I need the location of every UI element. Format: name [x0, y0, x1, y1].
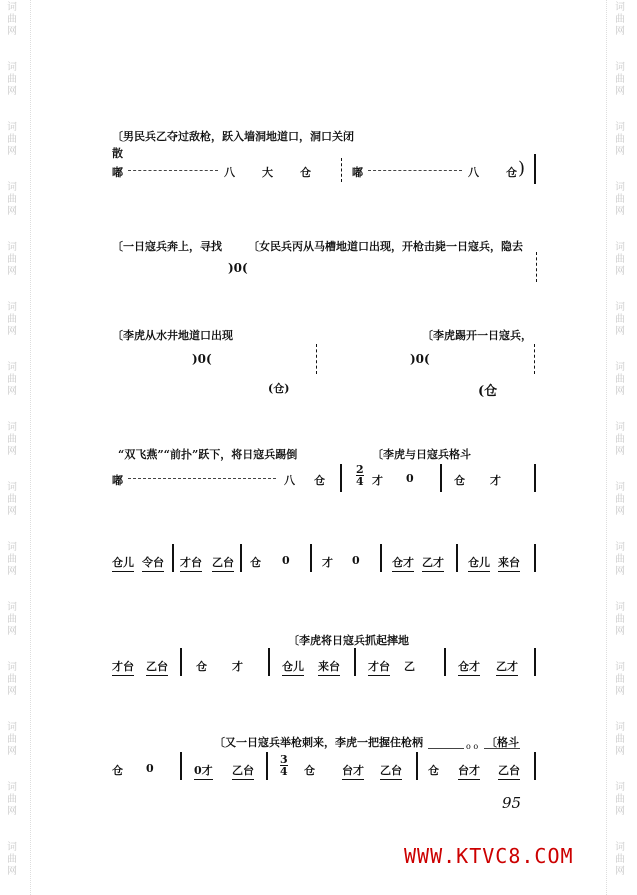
note: 仓 — [112, 764, 123, 777]
rest-group: )0( — [192, 352, 212, 366]
note: 0 — [282, 554, 290, 567]
note: 才台 — [368, 658, 390, 676]
stage-direction: 〔一日寇兵奔上，寻找 — [112, 240, 222, 253]
note: 0 — [406, 472, 414, 485]
note: 0才 — [194, 762, 213, 780]
note: 乙才 — [496, 658, 518, 676]
barline — [180, 752, 182, 780]
time-signature — [280, 754, 288, 777]
note: 仓儿 — [468, 554, 490, 572]
page-number: 95 — [502, 794, 522, 812]
stage-direction: 〔李虎将日寇兵抓起摔地 — [288, 634, 409, 647]
watermark-text: 词 曲 网 — [615, 362, 625, 397]
stage-direction: “双飞燕”“前扑”跃下，将日寇兵踢倒 — [118, 448, 298, 461]
watermark-text: 词 曲 网 — [7, 662, 17, 697]
note: 仓才 — [392, 554, 414, 572]
note: 才 — [372, 474, 383, 487]
note: 八 — [284, 474, 295, 487]
barline — [416, 752, 418, 780]
time-signature-numerator: 3 — [280, 753, 288, 766]
dashed-barline — [536, 252, 538, 282]
barline — [534, 544, 536, 572]
time-signature-denominator: 4 — [356, 475, 364, 488]
time-signature-denominator: 4 — [280, 765, 288, 778]
note: 乙才 — [422, 554, 444, 572]
note: 仓 — [506, 166, 517, 179]
watermark-text: 词 曲 网 — [615, 782, 625, 817]
note: 嘟 — [112, 474, 123, 487]
barline — [534, 648, 536, 676]
note: 来台 — [318, 658, 340, 676]
watermark-text: 词 曲 网 — [615, 542, 625, 577]
repeat-dots-icon: o o — [466, 742, 479, 751]
note: 嘟 — [352, 166, 363, 179]
note: 大 — [262, 166, 273, 179]
barline — [240, 544, 242, 572]
note: 来台 — [498, 554, 520, 572]
barline — [354, 648, 356, 676]
barline — [440, 464, 442, 492]
note: 乙 — [404, 660, 415, 673]
watermark-text: 词 曲 网 — [7, 62, 17, 97]
hold-line — [368, 170, 462, 171]
watermark-text: 词 曲 网 — [7, 602, 17, 637]
hold-line — [128, 170, 218, 171]
watermark-text: 词 曲 网 — [615, 242, 625, 277]
watermark-text: 词 曲 网 — [615, 602, 625, 637]
stage-direction: 〔女民兵丙从马槽地道口出现，开枪击毙一日寇兵，隐去 — [248, 240, 523, 253]
parenthesized-note: (仓 — [478, 384, 498, 399]
note: 令台 — [142, 554, 164, 572]
note: 仓 — [300, 166, 311, 179]
watermark-divider-left — [30, 0, 31, 895]
note: 才 — [322, 556, 333, 569]
note: 仓儿 — [282, 658, 304, 676]
stage-direction: 〔又一日寇兵举枪刺来，李虎一把握住枪柄 — [214, 736, 423, 749]
note: 乙台 — [146, 658, 168, 676]
barline — [534, 154, 536, 184]
note: 台才 — [342, 762, 364, 780]
watermark-text: 词 曲 网 — [7, 722, 17, 757]
note: 台才 — [458, 762, 480, 780]
stage-direction: 〔李虎与日寇兵格斗 — [372, 448, 471, 461]
closing-paren: ) — [518, 158, 526, 179]
barline — [444, 648, 446, 676]
watermark-text: 词 曲 网 — [7, 782, 17, 817]
note: 仓 — [250, 556, 261, 569]
barline — [456, 544, 458, 572]
note: 才台 — [180, 554, 202, 572]
barline — [380, 544, 382, 572]
watermark-text: 词 曲 网 — [7, 2, 17, 37]
time-signature-numerator: 2 — [356, 463, 364, 476]
note: 才 — [232, 660, 243, 673]
note: 仓 — [428, 764, 439, 777]
watermark-text: 词 曲 网 — [7, 842, 17, 877]
stage-direction: 〔李虎从水井地道口出现 — [112, 329, 233, 342]
note: 八 — [468, 166, 479, 179]
barline — [310, 544, 312, 572]
note: 仓 — [304, 764, 315, 777]
note: 才 — [490, 474, 501, 487]
watermark-text: 词 曲 网 — [7, 122, 17, 157]
note: 仓才 — [458, 658, 480, 676]
barline — [268, 648, 270, 676]
watermark-text: 词 曲 网 — [615, 2, 625, 37]
note: 仓 — [196, 660, 207, 673]
note: 0 — [146, 762, 154, 775]
watermark-text: 词 曲 网 — [7, 302, 17, 337]
barline — [534, 752, 536, 780]
watermark-text: 词 曲 网 — [7, 362, 17, 397]
time-signature — [356, 464, 364, 487]
barline — [172, 544, 174, 572]
watermark-text: 词 曲 网 — [7, 182, 17, 217]
site-url: WWW.KTVC8.COM — [404, 844, 574, 868]
parenthesized-note: (仓) — [268, 382, 290, 395]
dashed-barline — [316, 344, 318, 374]
note: 0 — [352, 554, 360, 567]
note: 乙台 — [212, 554, 234, 572]
rest-group: )0( — [410, 352, 430, 366]
note: 乙台 — [380, 762, 402, 780]
barline — [266, 752, 268, 780]
watermark-text: 词 曲 网 — [7, 242, 17, 277]
watermark-text: 词 曲 网 — [615, 482, 625, 517]
note: 乙台 — [232, 762, 254, 780]
watermark-text: 词 曲 网 — [615, 62, 625, 97]
stage-direction: 〔格斗 — [486, 736, 519, 749]
barline — [534, 464, 536, 492]
dashed-barline — [534, 344, 536, 374]
watermark-divider-right — [606, 0, 607, 895]
stage-direction: 〔李虎踢开一日寇兵， — [422, 329, 532, 342]
rest-group: )0( — [228, 261, 248, 275]
note: 嘟 — [112, 166, 123, 179]
tempo-mark: 散 — [112, 147, 123, 160]
note: 仓 — [314, 474, 325, 487]
watermark-text: 词 曲 网 — [615, 302, 625, 337]
watermark-text: 词 曲 网 — [7, 542, 17, 577]
repeat-bracket — [484, 748, 520, 749]
note: 仓 — [454, 474, 465, 487]
watermark-text: 词 曲 网 — [7, 422, 17, 457]
watermark-text: 词 曲 网 — [615, 182, 625, 217]
dashed-barline — [341, 158, 343, 182]
watermark-text: 词 曲 网 — [615, 122, 625, 157]
note: 才台 — [112, 658, 134, 676]
note: 八 — [224, 166, 235, 179]
barline — [340, 464, 342, 492]
note: 乙台 — [498, 762, 520, 780]
watermark-text: 词 曲 网 — [615, 842, 625, 877]
watermark-text: 词 曲 网 — [7, 482, 17, 517]
note: 仓儿 — [112, 554, 134, 572]
hold-line — [128, 478, 276, 479]
watermark-text: 词 曲 网 — [615, 662, 625, 697]
watermark-text: 词 曲 网 — [615, 722, 625, 757]
stage-direction: 〔男民兵乙夺过敌枪，跃入墙洞地道口，洞口关闭 — [112, 130, 354, 143]
watermark-text: 词 曲 网 — [615, 422, 625, 457]
repeat-bracket — [428, 748, 464, 749]
barline — [180, 648, 182, 676]
